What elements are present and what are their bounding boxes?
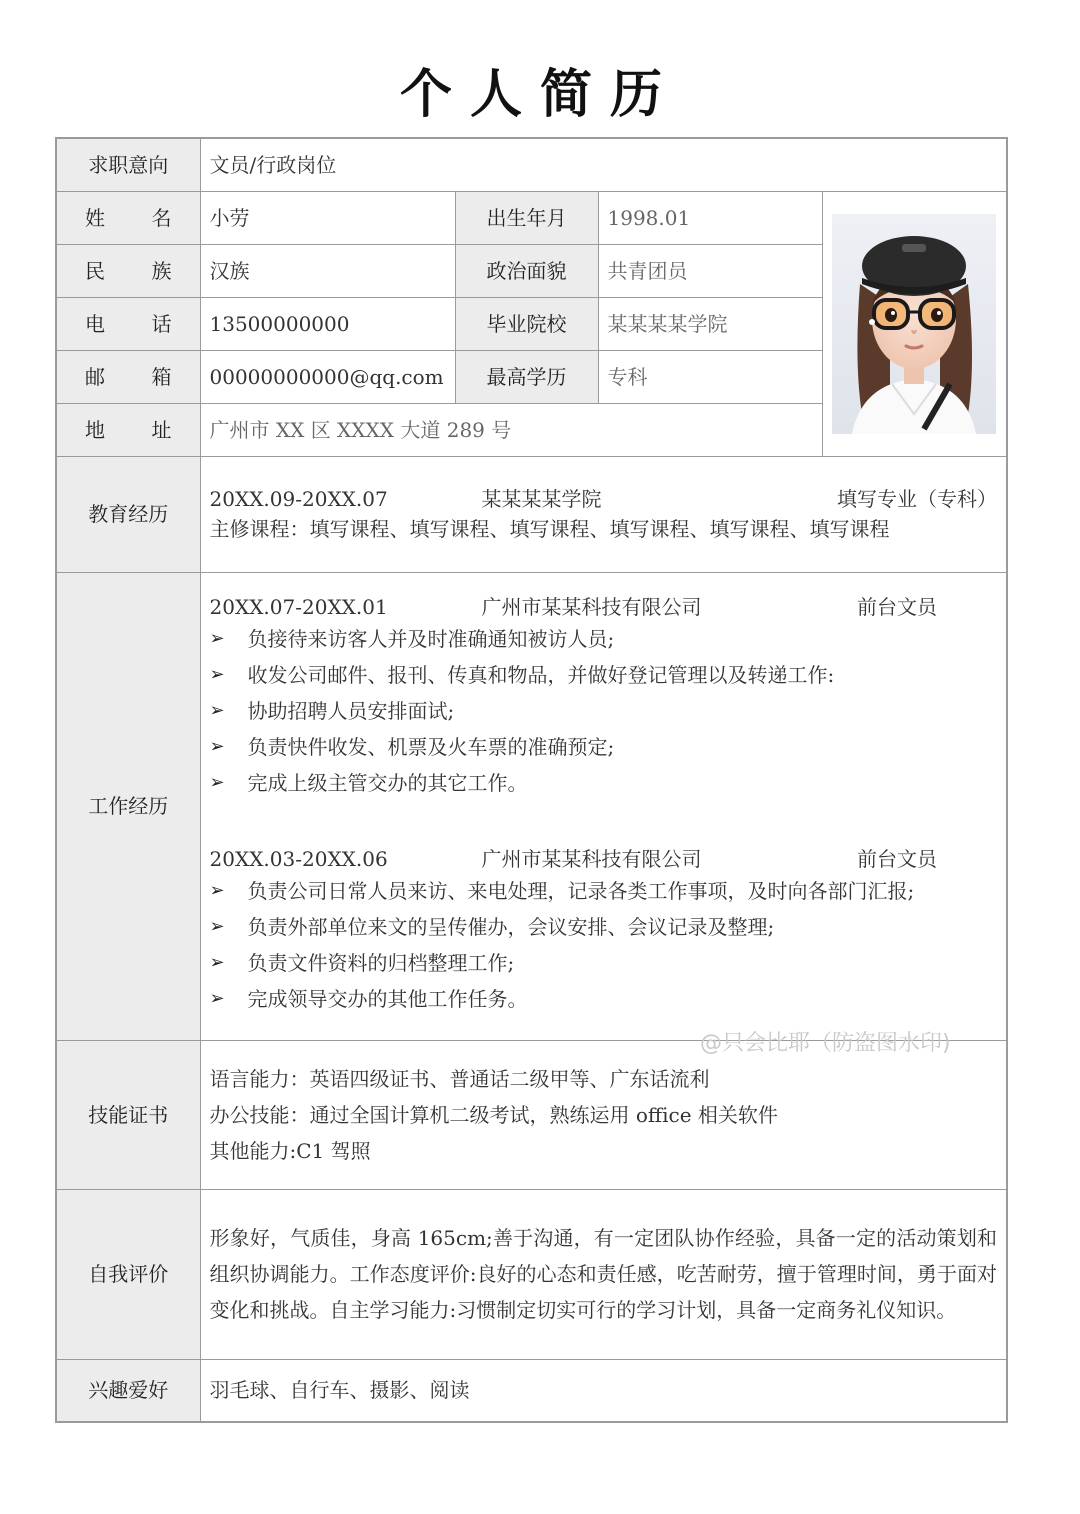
hobbies-value: 羽毛球、自行车、摄影、阅读 <box>200 1359 1007 1422</box>
skill-item: 语言能力：英语四级证书、普通话二级甲等、广东话流利 <box>209 1066 710 1091</box>
birth-value: 1998.01 <box>598 191 822 244</box>
skill-item: 办公技能：通过全国计算机二级考试，熟练运用 office 相关软件 <box>209 1102 778 1127</box>
duty-item: ➢ 负责外部单位来文的呈传催办，会议安排、会议记录及整理; <box>210 909 998 945</box>
email-value: 00000000000@qq.com <box>200 350 455 403</box>
ethnicity-label: 民族 <box>56 244 200 297</box>
duty-item: ➢ 完成领导交办的其他工作任务。 <box>210 981 998 1017</box>
hobbies-row <box>56 1359 1007 1422</box>
address-value: 广州市 XX 区 XXXX 大道 289 号 <box>200 403 822 456</box>
name-value: 小劳 <box>200 191 455 244</box>
page-title: 个人简历 <box>399 65 680 125</box>
job-intention-value: 文员/行政岗位 <box>200 138 1007 191</box>
job-company: 广州市某某科技有限公司 <box>481 846 702 871</box>
phone-value: 13500000000 <box>200 297 455 350</box>
skills-row <box>56 1040 1007 1189</box>
work-label: 工作经历 <box>56 572 200 1040</box>
duty-item: ➢ 协助招聘人员安排面试; <box>210 693 998 729</box>
political-value: 共青团员 <box>598 244 822 297</box>
job-entry <box>210 595 998 801</box>
duty-item: ➢ 负责公司日常人员来访、来电处理，记录各类工作事项，及时向各部门汇报; <box>210 873 998 909</box>
job-duties <box>210 873 998 1017</box>
job-position: 前台文员 <box>857 846 937 871</box>
education-major: 填写专业（专科） <box>837 487 997 511</box>
education-school: 某某某某学院 <box>481 487 602 511</box>
job-intention-label: 求职意向 <box>56 138 200 191</box>
self-eval-row <box>56 1189 1007 1359</box>
self-eval-text: 形象好，气质佳，身高 165cm;善于沟通，有一定团队协作经验，具备一定的活动策划和组织协调能力。工作态度评价:良好的心态和责任感，吃苦耐劳，擅于管理时间，勇于面对变化和挑战。自主学习能力:习惯制定切实可行的学习计划，具备一定商务礼仪知识。 <box>209 1226 997 1322</box>
resume-table <box>55 137 1008 1423</box>
hobbies-label: 兴趣爱好 <box>56 1359 200 1422</box>
avatar-illustration <box>832 214 996 434</box>
job-header <box>210 847 998 871</box>
school-value: 某某某某学院 <box>598 297 822 350</box>
duty-item: ➢ 负责文件资料的归档整理工作; <box>210 945 998 981</box>
job-position: 前台文员 <box>857 594 937 619</box>
job-company: 广州市某某科技有限公司 <box>481 594 702 619</box>
address-label: 地址 <box>56 403 200 456</box>
email-label: 邮箱 <box>56 350 200 403</box>
duty-item: ➢ 收发公司邮件、报刊、传真和物品，并做好登记管理以及转递工作: <box>210 657 998 693</box>
degree-value: 专科 <box>598 350 822 403</box>
job-period: 20XX.03-20XX.06 <box>209 846 388 871</box>
birth-label: 出生年月 <box>455 191 598 244</box>
skills-label: 技能证书 <box>56 1040 200 1189</box>
education-header <box>210 487 998 511</box>
self-eval-label: 自我评价 <box>56 1189 200 1359</box>
self-eval-content <box>200 1189 1007 1359</box>
duty-item: ➢ 负接待来访客人并及时准确通知被访人员; <box>210 621 998 657</box>
education-content <box>200 456 1007 572</box>
phone-label: 电话 <box>56 297 200 350</box>
political-label: 政治面貌 <box>455 244 598 297</box>
job-entry <box>210 847 998 1017</box>
duty-item: ➢ 完成上级主管交办的其它工作。 <box>210 765 998 801</box>
education-period: 20XX.09-20XX.07 <box>209 487 388 511</box>
skill-item: 其他能力:C1 驾照 <box>209 1138 371 1163</box>
job-header <box>210 595 998 619</box>
name-row <box>56 191 1007 244</box>
photo-cell <box>822 191 1007 456</box>
ethnicity-value: 汉族 <box>200 244 455 297</box>
work-row <box>56 572 1007 1040</box>
education-courses: 主修课程：填写课程、填写课程、填写课程、填写课程、填写课程、填写课程 <box>209 517 890 541</box>
job-period: 20XX.07-20XX.01 <box>209 594 388 619</box>
education-label: 教育经历 <box>56 456 200 572</box>
job-intention-row <box>56 138 1007 191</box>
work-content <box>200 572 1007 1040</box>
school-label: 毕业院校 <box>455 297 598 350</box>
duty-item: ➢ 负责快件收发、机票及火车票的准确预定; <box>210 729 998 765</box>
watermark: @只会比耶（防盗图水印) <box>700 1031 951 1056</box>
skills-content <box>200 1040 1007 1189</box>
degree-label: 最高学历 <box>455 350 598 403</box>
job-duties <box>210 621 998 801</box>
education-row <box>56 456 1007 572</box>
avatar-photo <box>832 214 996 434</box>
name-label: 姓名 <box>56 191 200 244</box>
